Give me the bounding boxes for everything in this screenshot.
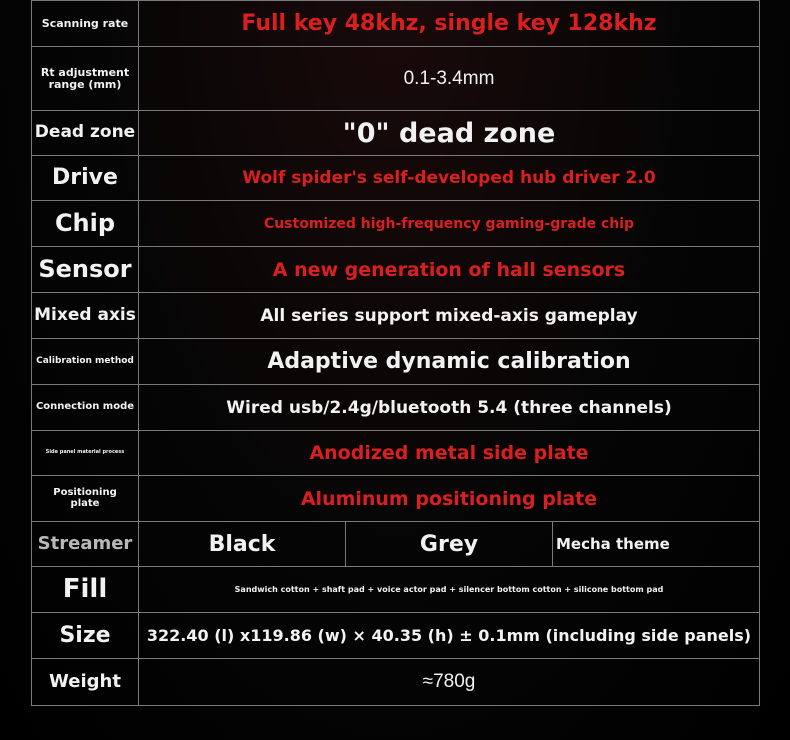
row-positioning [32,476,760,522]
dead-zone-value: "0" dead zone [139,111,760,156]
connection-value: Wired usb/2.4g/bluetooth 5.4 (three channels) [139,385,760,431]
weight-label: Weight [32,659,139,706]
streamer-label: Streamer [32,522,139,567]
row-connection [32,385,760,431]
rt-range-label: Rt adjustment range (mm) [32,47,139,111]
streamer-option-black: Black [139,522,346,567]
row-scanning-rate [32,1,760,47]
streamer-option-mecha: Mecha theme [553,522,760,567]
calibration-label: Calibration method [32,339,139,385]
chip-label: Chip [32,201,139,247]
side-panel-label: Side panel material process [32,431,139,476]
scanning-rate-label: Scanning rate [32,1,139,47]
side-panel-value: Anodized metal side plate [139,431,760,476]
row-drive [32,156,760,201]
row-weight [32,659,760,706]
row-mixed-axis [32,293,760,339]
row-fill [32,567,760,613]
mixed-axis-label: Mixed axis [32,293,139,339]
row-side-panel [32,431,760,476]
positioning-value: Aluminum positioning plate [139,476,760,522]
dead-zone-label: Dead zone [32,111,139,156]
size-label: Size [32,613,139,659]
row-calibration [32,339,760,385]
connection-label: Connection mode [32,385,139,431]
drive-value: Wolf spider's self-developed hub driver 2.0 [139,156,760,201]
row-chip [32,201,760,247]
row-size [32,613,760,659]
sensor-value: A new generation of hall sensors [139,247,760,293]
weight-value: ≈780g [139,659,760,706]
scanning-rate-value: Full key 48khz, single key 128khz [139,1,760,47]
row-dead-zone [32,111,760,156]
calibration-value: Adaptive dynamic calibration [139,339,760,385]
fill-value: Sandwich cotton + shaft pad + voice actor pad + silencer bottom cotton + silicone bottom pad [139,567,760,613]
size-value: 322.40 (l) x119.86 (w) × 40.35 (h) ± 0.1mm (including side panels) [139,613,760,659]
sensor-label: Sensor [32,247,139,293]
positioning-label: Positioning plate [32,476,139,522]
drive-label: Drive [32,156,139,201]
row-rt-range [32,47,760,111]
fill-label: Fill [32,567,139,613]
spec-table [31,0,760,706]
row-streamer [32,522,760,567]
streamer-option-grey: Grey [346,522,553,567]
rt-range-value: 0.1-3.4mm [139,47,760,111]
row-sensor [32,247,760,293]
chip-value: Customized high-frequency gaming-grade chip [139,201,760,247]
mixed-axis-value: All series support mixed-axis gameplay [139,293,760,339]
